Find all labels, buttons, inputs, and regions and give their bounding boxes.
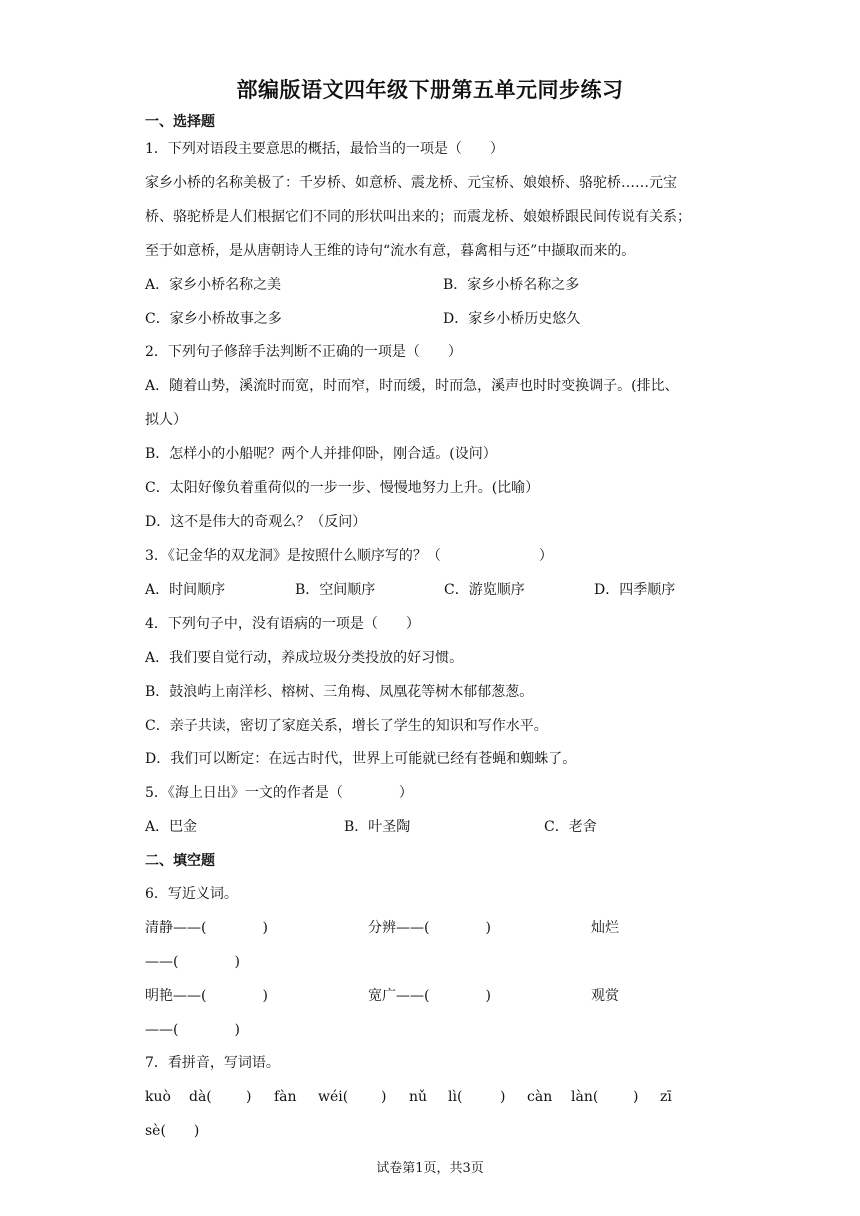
question-2-option-d[interactable]: D．这不是伟大的奇观么？（反问） [145, 514, 367, 530]
pinyin-syllable: kuò [145, 1089, 171, 1105]
question-5-option-b[interactable]: B．叶圣陶 [344, 819, 411, 835]
question-3-option-a[interactable]: A．时间顺序 [145, 582, 226, 598]
pinyin-syllable: càn [527, 1089, 553, 1105]
question-4-option-b[interactable]: B．鼓浪屿上南洋杉、榕树、三角梅、凤凰花等树木郁郁葱葱。 [145, 684, 534, 700]
question-6-word: 灿烂 [591, 920, 619, 936]
blank-close: ) [381, 1089, 387, 1105]
question-1-passage-line: 至于如意桥，是从唐朝诗人王维的诗句“流水有意，暮禽相与还”中撷取而来的。 [145, 243, 636, 259]
pinyin-syllable: zī [660, 1089, 672, 1105]
question-2-stem: 2．下列句子修辞手法判断不正确的一项是（ ） [145, 344, 462, 360]
question-1-passage-line: 家乡小桥的名称美极了：千岁桥、如意桥、震龙桥、元宝桥、娘娘桥、骆驼桥……元宝 [145, 175, 677, 191]
question-6-word: 观赏 [591, 988, 619, 1004]
question-1-option-c[interactable]: C．家乡小桥故事之多 [145, 311, 282, 327]
question-6-blank[interactable]: ——( ) [145, 954, 240, 970]
question-1-option-b[interactable]: B．家乡小桥名称之多 [443, 277, 580, 293]
pinyin-syllable: làn( [571, 1089, 599, 1105]
blank-close: ) [246, 1089, 252, 1105]
question-6-stem: 6．写近义词。 [145, 886, 238, 902]
pinyin-syllable-cont[interactable]: sè( ) [145, 1123, 200, 1139]
question-3-option-d[interactable]: D．四季顺序 [594, 582, 676, 598]
section-heading-choice: 一、选择题 [145, 114, 215, 130]
question-6-blank[interactable]: ——( ) [145, 1022, 240, 1038]
blank-close: ) [633, 1089, 639, 1105]
pinyin-syllable: wéi( [318, 1089, 349, 1105]
question-2-option-b[interactable]: B．怎样小的小船呢？两个人并排仰卧，刚合适。(设问） [145, 446, 497, 462]
question-4-option-c[interactable]: C．亲子共读，密切了家庭关系，增长了学生的知识和写作水平。 [145, 718, 548, 734]
question-7-stem: 7．看拼音，写词语。 [145, 1055, 280, 1071]
question-6-blank[interactable]: 宽广——( ) [368, 988, 491, 1004]
question-2-option-c[interactable]: C．太阳好像负着重荷似的一步一步、慢慢地努力上升。(比喻） [145, 480, 540, 496]
question-1-passage-line: 桥、骆驼桥是人们根据它们不同的形状叫出来的；而震龙桥、娘娘桥跟民间传说有关系； [145, 209, 691, 225]
question-5-option-a[interactable]: A．巴金 [145, 819, 198, 835]
question-6-blank[interactable]: 明艳——( ) [145, 988, 268, 1004]
section-heading-fill: 二、填空题 [145, 853, 215, 869]
question-5-stem: 5．《海上日出》一文的作者是（ ） [145, 785, 413, 801]
pinyin-syllable: lì( [448, 1089, 463, 1105]
question-5-option-c[interactable]: C．老舍 [544, 819, 597, 835]
question-4-option-d[interactable]: D．我们可以断定：在远古时代，世界上可能就已经有苍蝇和蜘蛛了。 [145, 751, 577, 767]
question-3-option-b[interactable]: B．空间顺序 [295, 582, 376, 598]
question-1-option-d[interactable]: D．家乡小桥历史悠久 [443, 311, 581, 327]
question-1-stem: 1．下列对语段主要意思的概括，最恰当的一项是（ ） [145, 141, 504, 157]
pinyin-syllable: dà( [189, 1089, 212, 1105]
question-4-option-a[interactable]: A．我们要自觉行动，养成垃圾分类投放的好习惯。 [145, 650, 464, 666]
pinyin-syllable: fàn [274, 1089, 297, 1105]
page-title: 部编版语文四年级下册第五单元同步练习 [236, 78, 624, 102]
question-3-stem: 3．《记金华的双龙洞》是按照什么顺序写的？（ ） [145, 548, 553, 564]
pinyin-syllable: nǔ [409, 1089, 428, 1105]
blank-close: ) [500, 1089, 506, 1105]
question-6-blank[interactable]: 清静——( ) [145, 920, 268, 936]
question-3-option-c[interactable]: C．游览顺序 [444, 582, 525, 598]
question-6-blank[interactable]: 分辨——( ) [368, 920, 491, 936]
question-2-option-a[interactable]: A．随着山势，溪流时而宽，时而窄，时而缓，时而急，溪声也时时变换调子。(排比、 [145, 378, 679, 394]
question-1-option-a[interactable]: A．家乡小桥名称之美 [145, 277, 282, 293]
page-footer: 试卷第1页，共3页 [376, 1161, 484, 1176]
question-4-stem: 4．下列句子中，没有语病的一项是（ ） [145, 616, 420, 632]
question-2-option-a-cont[interactable]: 拟人） [145, 412, 187, 428]
